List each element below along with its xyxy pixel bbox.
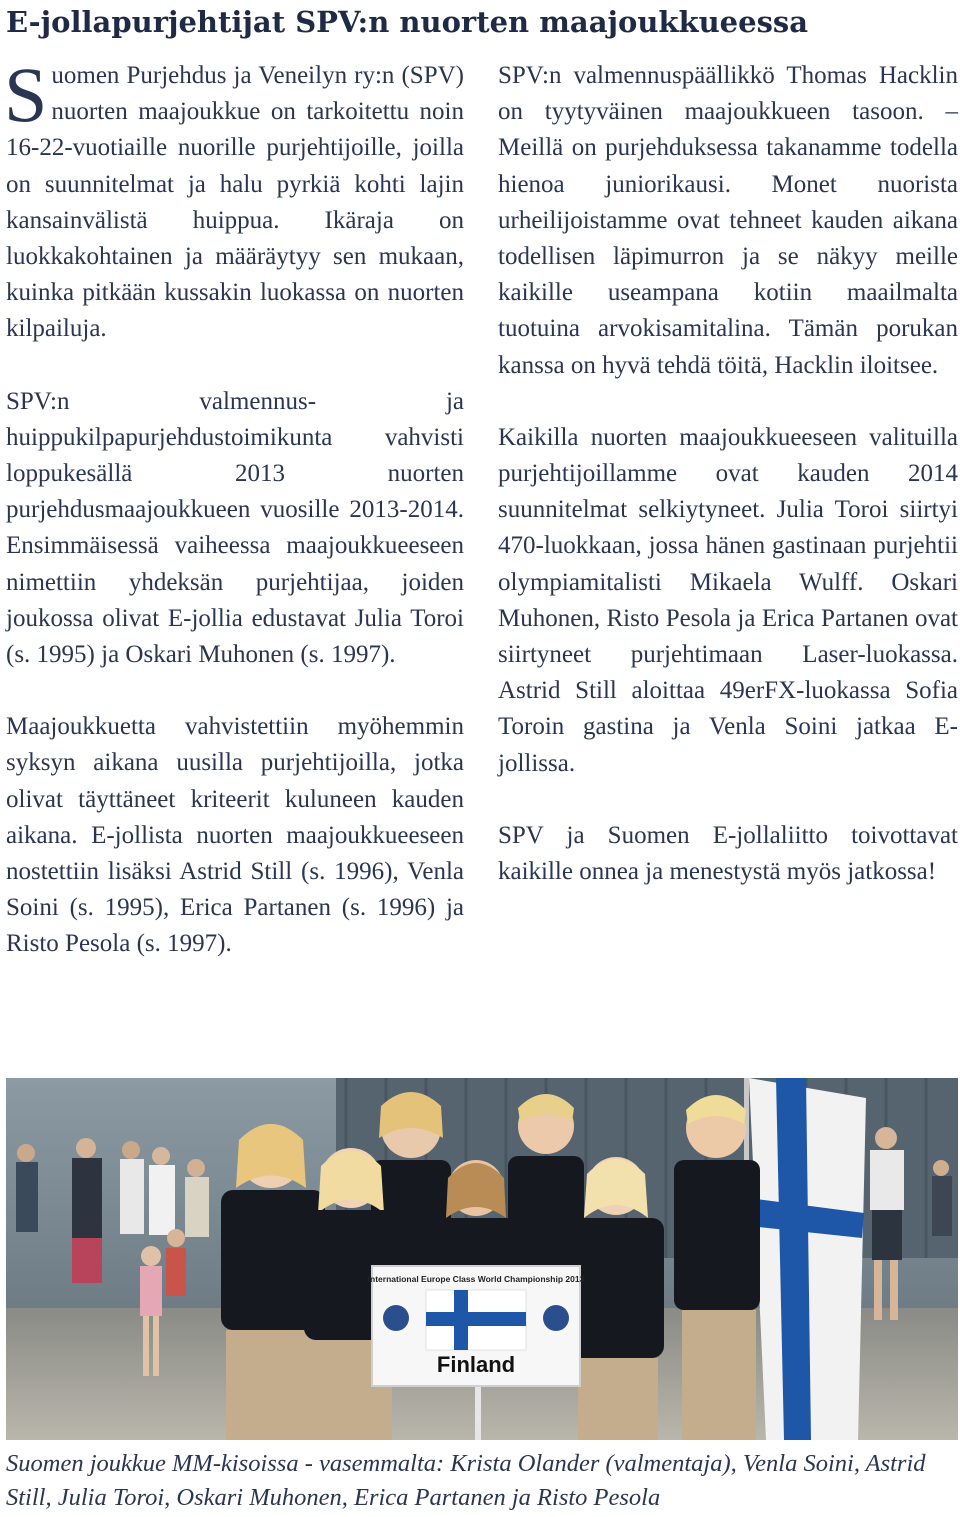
drop-cap: S — [4, 51, 48, 138]
team-photo-illustration — [6, 1078, 958, 1440]
intro-text: uomen Purjehdus ja Veneilyn ry:n (SPV) nuorten maajoukkue on tarkoitettu noin 16-22-vuotiaille nuorille purjehtijoille, joilla on suunnitelmat ja halu pyrkiä kohti lajin kansainvälistä huippua. Ikäraja on luokkakohtainen ja määräytyy sen mukaan, kuinka pitkään kussakin luokassa on nuorten kilpailuja. — [6, 62, 464, 343]
sign-country-text: Finland — [436, 1352, 516, 1377]
left-column — [4, 51, 464, 963]
paragraph-wishes: SPV ja Suomen E-jollaliitto toivottavat kaikille onnea ja menestystä myös jatkossa! — [498, 821, 958, 886]
intro-paragraph — [4, 51, 464, 348]
article-headline: E-jollapurjehtijat SPV:n nuorten maajoukkueessa — [6, 5, 809, 39]
team-photo — [6, 1078, 958, 1440]
paragraph-plans: Kaikilla nuorten maajoukkueeseen valituilla purjehtijoillamme ovat kauden 2014 suunnitelmat selkiytyneet. Julia Toroi siirtyi 470-luokkaan, jossa hänen gastinaan purjehtii olympiamitalisti Mikaela Wulff. Oskari Muhonen, Risto Pesola ja Erica Partanen ovat siirtyneet purjehtimaan Laser-luokassa. Astrid Still aloittaa 49erFX-luokassa Sofia Toroin gastina ja Venla Soini jatkaa E-jollissa. — [498, 423, 958, 777]
right-column — [498, 58, 958, 890]
paragraph-selection: SPV:n valmennus- ja huippukilpapurjehdustoimikunta vahvisti loppukesällä 2013 nuorten purjehdusmaajoukkueen vuosille 2013-2014. Ensimmäisessä vaiheessa maajoukkueeseen nimettiin yhdeksän purjehtijaa, joiden joukossa olivat E-jollia edustavat Julia Toroi (s. 1995) ja Oskari Muhonen (s. 1997). — [6, 387, 464, 669]
sign-header-text: International Europe Class World Championship 2013 — [367, 1274, 585, 1284]
paragraph-coach-quote: SPV:n valmennuspäällikkö Thomas Hacklin on tyytyväinen maajoukkueen tasoon. – Meillä on purjehduksessa takanamme todella hienoa juniorikausi. Monet nuorista urheilijoistamme ovat tehneet kauden aikana todellisen läpimurron ja se näkyy meille kaikille useampana kotiin maailmalta tuotuina arvokisamitalina. Tämän porukan kanssa on hyvä tehdä töitä, Hacklin iloitsee. — [498, 62, 958, 379]
photo-caption: Suomen joukkue MM-kisoissa - vasemmalta: Krista Olander (valmentaja), Venla Soini, Astrid Still, Julia Toroi, Oskari Muhonen, Erica Partanen ja Risto Pesola — [6, 1450, 926, 1511]
paragraph-additions: Maajoukkuetta vahvistettiin myöhemmin syksyn aikana uusilla purjehtijoilla, jotka olivat täyttäneet kriteerit kuluneen kauden aikana. E-jollista nuorten maajoukkueeseen nostettiin lisäksi Astrid Still (s. 1996), Venla Soini (s. 1995), Erica Partanen (s. 1996) ja Risto Pesola (s. 1997). — [6, 713, 464, 958]
